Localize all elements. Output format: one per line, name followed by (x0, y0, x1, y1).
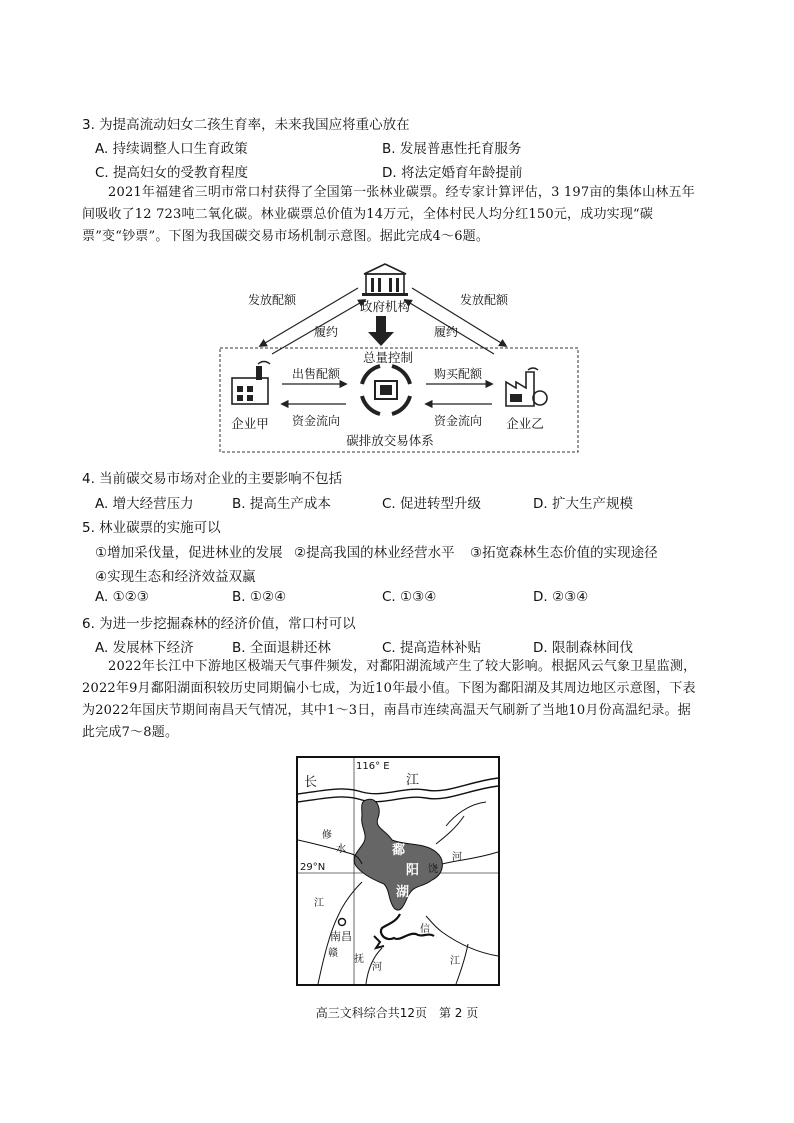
passage-poyang-lake: 2022年长江中下游地区极端天气事件频发，对鄱阳湖流域产生了较大影响。根据风云气象卫星监测，2022年9月鄱阳湖面积较历史同期偏小七成，为近10年最小值。下图为鄱阳湖及其周边地区示意图，下表为2022年国庆节期间南昌天气情况，其中1～3日，南昌市连续高温天气刷新了当地10月份高温纪录。据此完成7～8题。 (82, 659, 697, 740)
map-xiu-label-2: 水 (336, 844, 346, 855)
issue-left-label: 发放配额 (247, 293, 297, 307)
fulfill-right-label: 履约 (433, 325, 459, 339)
q3-option-d: D. 将法定婚育年龄提前 (382, 165, 523, 181)
poyang-lake-map (296, 756, 500, 986)
q4-option-c: C. 促进转型升级 (382, 496, 482, 512)
q6-stem: 6. 为进一步挖掘森林的经济价值，常口村可以 (82, 616, 356, 632)
q3-stem: 3. 为提高流动妇女二孩生育率，未来我国应将重心放在 (82, 117, 410, 133)
q6-option-a: A. 发展林下经济 (95, 640, 194, 656)
map-xin-label-1: 信 (420, 924, 430, 935)
total-control-label: 总量控制 (362, 350, 414, 365)
map-jiang-label: 江 (406, 773, 420, 788)
map-chang-label: 长 (304, 775, 318, 790)
system-label: 碳排放交易体系 (346, 433, 434, 448)
q5-option-d: D. ②③④ (533, 589, 589, 605)
company-a-label: 企业甲 (231, 416, 269, 431)
page-footer: 高三文科综合共12页 第 2 页 (315, 1006, 479, 1020)
map-lake-char-2: 阳 (406, 863, 420, 878)
map-rao-label-1: 饶 (428, 864, 438, 875)
fulfill-left-label: 履约 (313, 325, 339, 339)
carbon-market-diagram (200, 258, 600, 458)
map-fu-label-2: 河 (372, 962, 382, 973)
issue-right-label: 发放配额 (459, 293, 509, 307)
q5-statement-4: ④实现生态和经济效益双赢 (95, 569, 256, 585)
factory-icon-a (232, 362, 270, 405)
q6-option-d: D. 限制森林间伐 (533, 640, 633, 656)
map-fu-label-1: 抚 (354, 954, 364, 965)
sell-quota-label: 出售配额 (291, 367, 341, 381)
company-b-label: 企业乙 (506, 416, 544, 431)
q5-option-a: A. ①②③ (95, 589, 149, 605)
map-lake-char-1: 鄱 (392, 843, 406, 858)
map-lake-char-3: 湖 (396, 885, 410, 900)
nanchang-city-marker (339, 919, 346, 926)
map-gan-label-1: 赣 (328, 948, 338, 959)
map-xin-label-2: 江 (450, 956, 460, 967)
exchange-cycle-icon (362, 366, 410, 414)
fund-flow-left-label: 资金流向 (291, 414, 341, 428)
map-lat-label: 29°N (300, 862, 326, 873)
q5-stem: 5. 林业碳票的实施可以 (82, 520, 221, 536)
fund-flow-right-label: 资金流向 (433, 414, 483, 428)
q5-option-c: C. ①③④ (382, 589, 437, 605)
map-lon-label: 116° E (356, 761, 390, 772)
q6-option-b: B. 全面退耕还林 (232, 640, 331, 656)
q5-statement-2: ②提高我国的林业经营水平 (294, 545, 455, 561)
q4-option-a: A. 增大经营压力 (95, 496, 194, 512)
government-building-icon (362, 264, 408, 296)
gov-label: 政府机构 (359, 299, 411, 314)
map-gan-label-2: 江 (314, 898, 324, 909)
q6-option-c: C. 提高造林补贴 (382, 640, 482, 656)
down-arrow-icon (368, 316, 394, 346)
q3-option-a: A. 持续调整人口生育政策 (95, 141, 248, 157)
q5-option-b: B. ①②④ (232, 589, 287, 605)
q3-option-b: B. 发展普惠性托育服务 (382, 141, 522, 157)
passage-carbon-ticket: 2021年福建省三明市常口村获得了全国第一张林业碳票。经专家计算评估，3 197亩的集体山林五年间吸收了12 723吨二氧化碳。林业碳票总价值为14万元，全体村民人均分红150元，成功实现“碳票”变“钞票”。下图为我国碳交易市场机制示意图。据此完成4～6题。 (82, 185, 695, 244)
q4-option-b: B. 提高生产成本 (232, 496, 331, 512)
q4-stem: 4. 当前碳交易市场对企业的主要影响不包括 (82, 471, 343, 487)
q4-option-d: D. 扩大生产规模 (533, 496, 633, 512)
map-xiu-label-1: 修 (322, 830, 332, 841)
q5-statement-1: ①增加采伐量，促进林业的发展 (95, 545, 283, 561)
factory-icon-b (506, 368, 547, 406)
map-nanchang-label: 南昌 (330, 930, 352, 943)
q5-statement-3: ③拓宽森林生态价值的实现途径 (470, 545, 658, 561)
q3-option-c: C. 提高妇女的受教育程度 (95, 165, 249, 181)
map-rao-label-2: 河 (452, 852, 462, 863)
buy-quota-label: 购买配额 (433, 367, 483, 381)
